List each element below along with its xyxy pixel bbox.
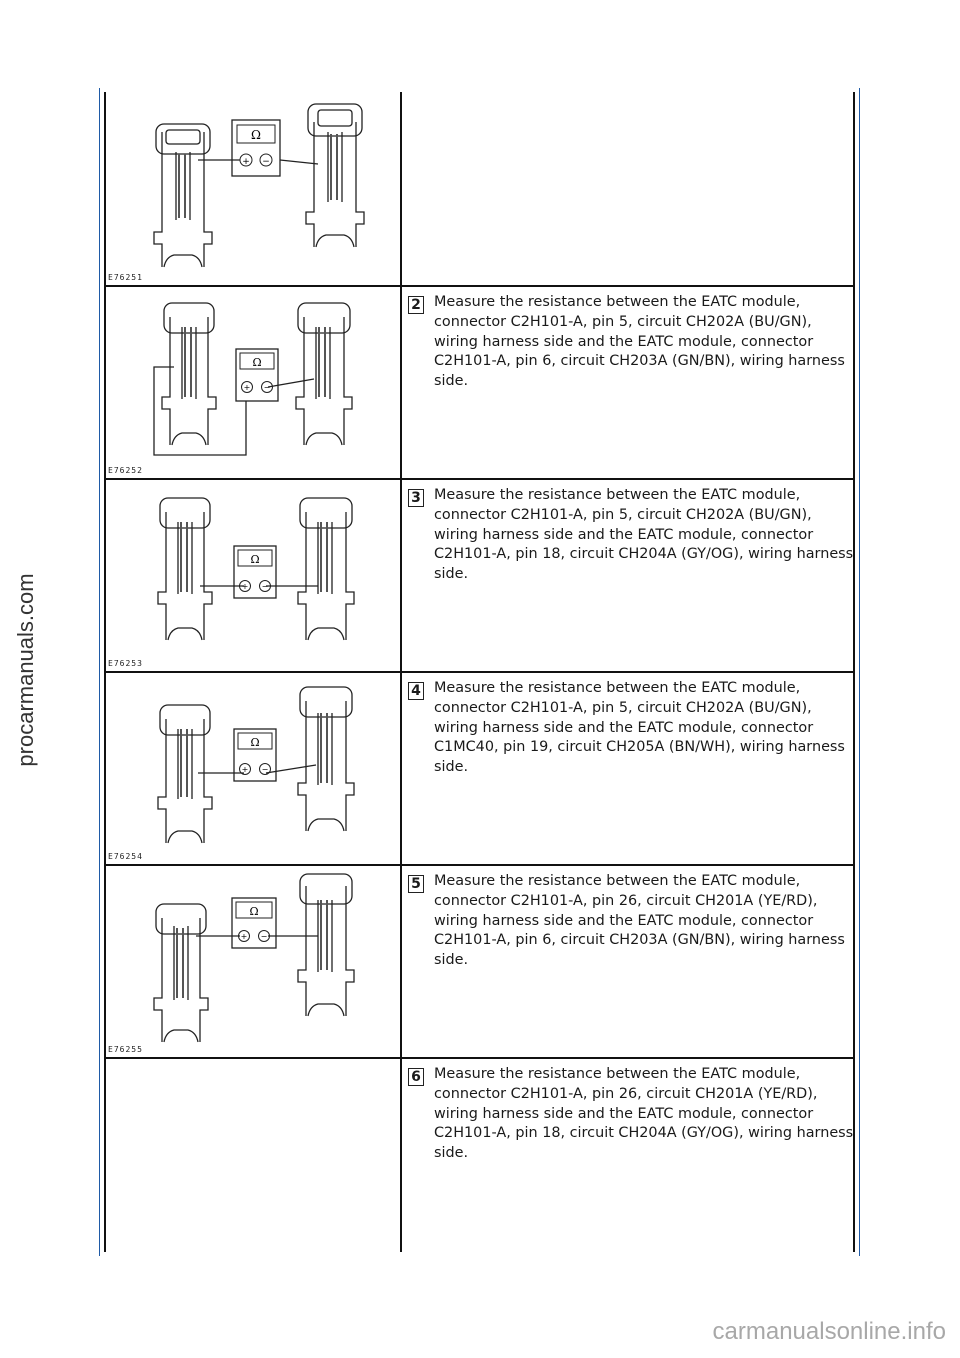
figure-id: E76251 xyxy=(108,273,143,282)
minus-symbol: − xyxy=(263,383,271,392)
step-instruction: Measure the resistance between the EATC module, connector C2H101-A, pin 5, circuit CH202A (BU/GN), wiring harness side and the EATC module, connector C1MC40, pin 19, circuit CH205A (BN/WH), wiring harness side. xyxy=(434,680,845,776)
step-instruction: Measure the resistance between the EATC module, connector C2H101-A, pin 5, circuit CH202A (BU/GN), wiring harness side and the EATC module, connector C2H101-A, pin 18, circuit CH204A (GY/OG), wiring harness side. xyxy=(434,487,854,583)
connector-diagram xyxy=(104,673,400,864)
minus-symbol: − xyxy=(260,932,268,941)
table-row xyxy=(104,480,854,671)
step-instruction: Measure the resistance between the EATC module, connector C2H101-A, pin 26, circuit CH201A (YE/RD), wiring harness side and the EATC module, connector C2H101-A, pin 18, circuit CH204A (GY/OG), wiring harness side. xyxy=(434,1066,854,1162)
step-number: 3 xyxy=(408,489,424,507)
minus-symbol: − xyxy=(261,582,269,591)
ohm-symbol: Ω xyxy=(252,356,262,369)
step-number: 4 xyxy=(408,682,424,700)
plus-symbol: + xyxy=(243,383,251,392)
minus-symbol: − xyxy=(261,765,269,774)
table-row xyxy=(104,1059,854,1252)
step-instruction: Measure the resistance between the EATC module, connector C2H101-A, pin 5, circuit CH202A (BU/GN), wiring harness side and the EATC module, connector C2H101-A, pin 6, circuit CH203A (GN/BN), wiring harness side. xyxy=(434,294,845,390)
step-instruction: Measure the resistance between the EATC module, connector C2H101-A, pin 26, circuit CH201A (YE/RD), wiring harness side and the EATC module, connector C2H101-A, pin 6, circuit CH203A (GN/BN), wiring harness side. xyxy=(434,873,845,969)
left-blue-rule xyxy=(99,88,100,1256)
figure-id: E76253 xyxy=(108,659,143,668)
plus-symbol: + xyxy=(242,157,250,167)
plus-symbol: + xyxy=(241,765,249,774)
side-watermark xyxy=(4,560,48,780)
table-row xyxy=(104,287,854,478)
wiring-figure xyxy=(104,92,400,285)
connector-diagram xyxy=(104,480,400,671)
wiring-figure xyxy=(104,287,400,478)
step-number: 2 xyxy=(408,296,424,314)
table-row xyxy=(104,673,854,864)
step-number: 6 xyxy=(408,1068,424,1086)
right-blue-rule xyxy=(859,88,860,1256)
wiring-figure xyxy=(104,673,400,864)
step-number: 5 xyxy=(408,875,424,893)
table-row xyxy=(104,866,854,1057)
figure-id: E76254 xyxy=(108,852,143,861)
figure-id: E76255 xyxy=(108,1045,143,1054)
table-row xyxy=(104,92,854,285)
ohm-symbol: Ω xyxy=(250,736,260,749)
connector-diagram xyxy=(104,92,400,285)
connector-diagram xyxy=(104,866,400,1057)
ohm-symbol: Ω xyxy=(251,128,261,142)
connector-diagram xyxy=(104,287,400,478)
ohm-symbol: Ω xyxy=(249,905,259,918)
wiring-figure xyxy=(104,480,400,671)
plus-symbol: + xyxy=(241,582,249,591)
footer-watermark: carmanualsonline.info xyxy=(712,1318,946,1345)
plus-symbol: + xyxy=(240,932,248,941)
wiring-figure xyxy=(104,866,400,1057)
minus-symbol: − xyxy=(262,157,270,167)
ohm-symbol: Ω xyxy=(250,553,260,566)
side-watermark-text: procarmanuals.com xyxy=(13,573,38,767)
figure-id: E76252 xyxy=(108,466,143,475)
